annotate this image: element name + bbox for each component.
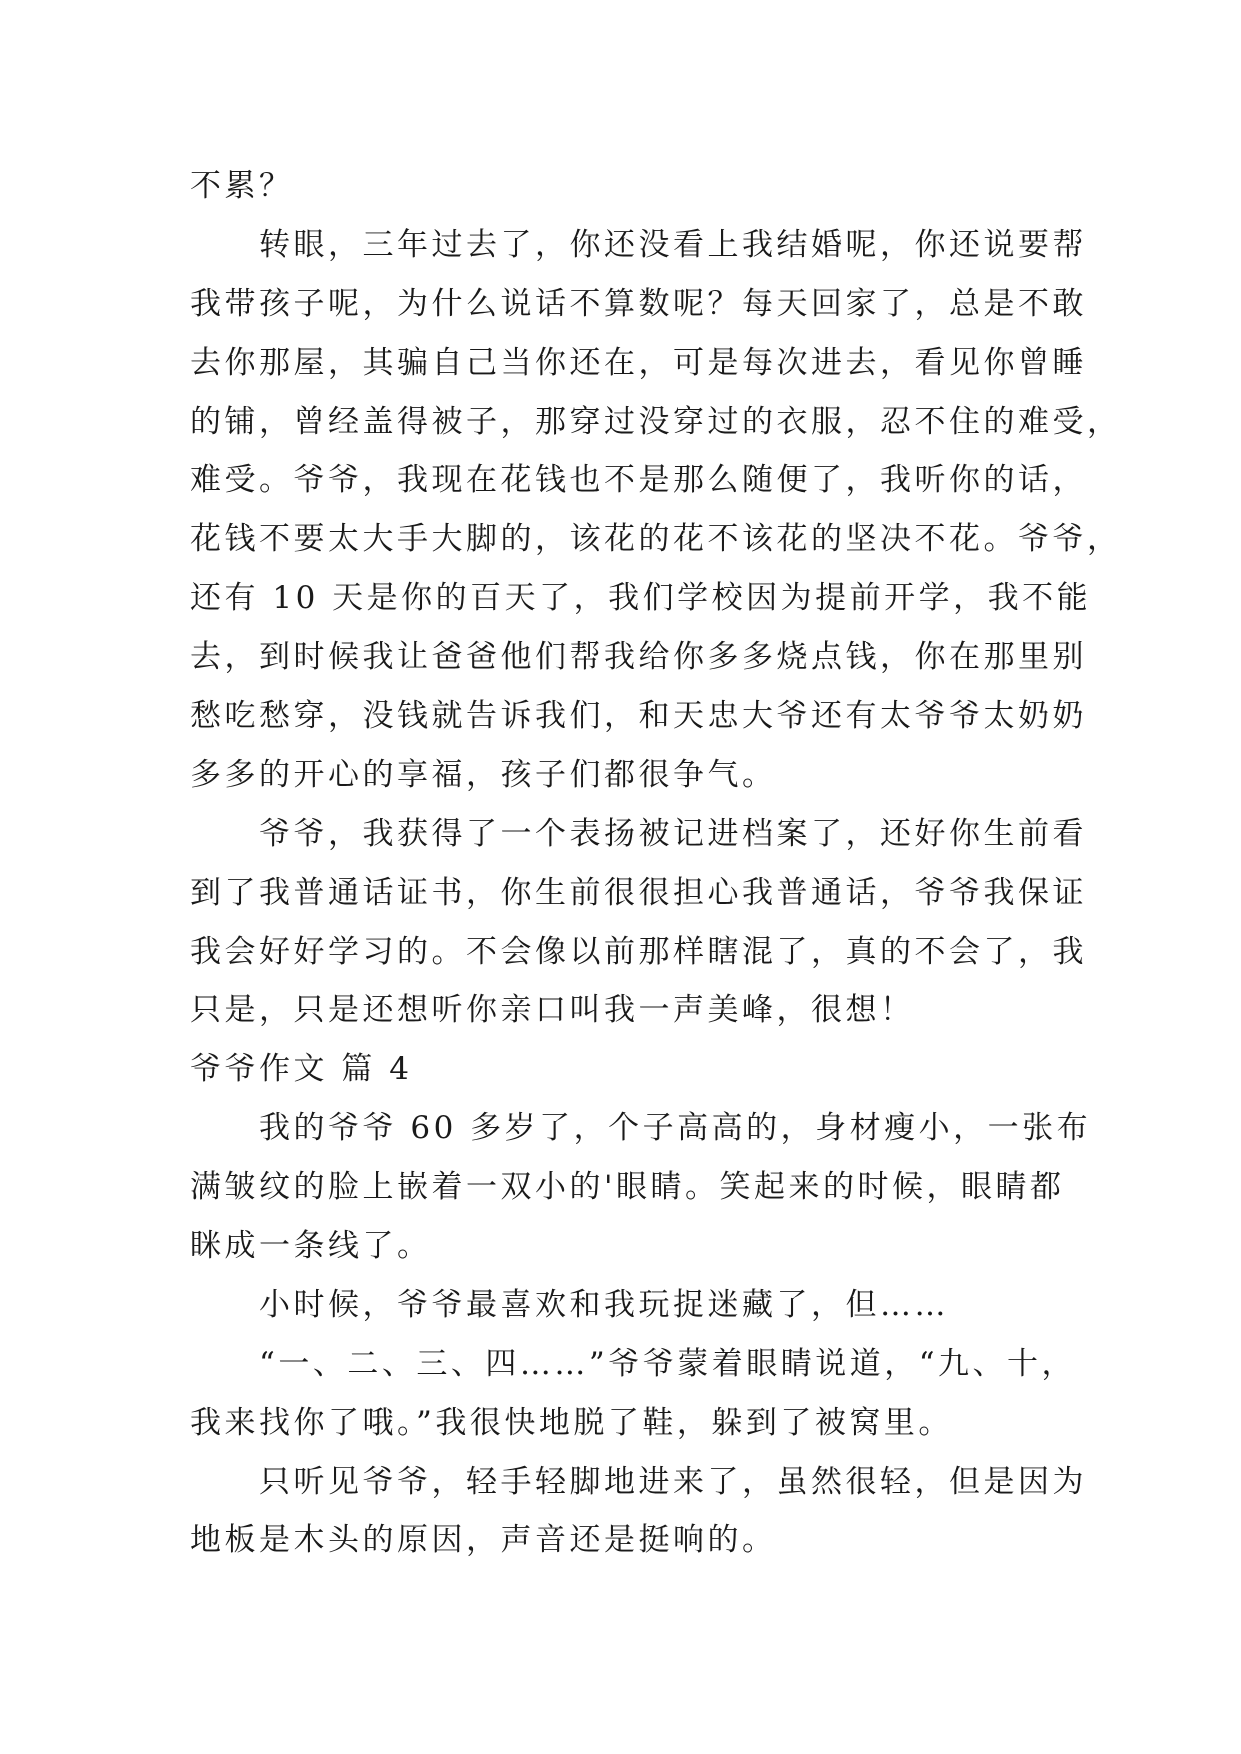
text-line: 只是，只是还想听你亲口叫我一声美峰，很想！ xyxy=(190,992,915,1029)
text-line: 我来找你了哦。”我很快地脱了鞋，躲到了被窝里。 xyxy=(190,1404,953,1441)
essay-text xyxy=(190,157,1122,1570)
text-line: 眯成一条线了。 xyxy=(190,1228,432,1265)
text-line: 难受。爷爷，我现在花钱也不是那么随便了，我听你的话， xyxy=(190,462,1087,499)
text-line: 地板是木头的原因，声音还是挺响的。 xyxy=(190,1522,777,1559)
text-line: 小时候，爷爷最喜欢和我玩捉迷藏了，但…… xyxy=(190,1286,949,1323)
text-line: 只听见爷爷，轻手轻脚地进来了，虽然很轻，但是因为 xyxy=(190,1463,1087,1500)
text-line: 去你那屋，其骗自己当你还在，可是每次进去，看见你曾睡 xyxy=(190,344,1087,381)
text-line: 到了我普通话证书，你生前很很担心我普通话，爷爷我保证 xyxy=(190,874,1087,911)
text-line: 的铺，曾经盖得被子，那穿过没穿过的衣服，忍不住的难受， xyxy=(190,403,1122,440)
text-line: 爷爷，我获得了一个表扬被记进档案了，还好你生前看 xyxy=(190,815,1087,852)
text-line: 愁吃愁穿，没钱就告诉我们，和天忠大爷还有太爷爷太奶奶 xyxy=(190,698,1087,735)
text-line: 多多的开心的享福，孩子们都很争气。 xyxy=(190,756,777,793)
text-line: 我的爷爷 60 多岁了，个子高高的，身材瘦小，一张布 xyxy=(190,1110,1092,1147)
text-line: 还有 10 天是你的百天了，我们学校因为提前开学，我不能 xyxy=(190,580,1092,617)
text-line: 转眼，三年过去了，你还没看上我结婚呢，你还说要帮 xyxy=(190,226,1087,263)
text-line: 满皱纹的脸上嵌着一双小的'眼睛。笑起来的时候，眼睛都 xyxy=(190,1169,1065,1206)
text-line: 不累？ xyxy=(190,168,294,204)
text-line: “一、二、三、四……”爷爷蒙着眼睛说道，“九、十， xyxy=(190,1345,1077,1382)
text-line: 花钱不要太大手大脚的，该花的花不该花的坚决不花。爷爷， xyxy=(190,521,1122,558)
text-line: 去，到时候我让爸爸他们帮我给你多多烧点钱，你在那里别 xyxy=(190,639,1087,676)
text-line: 我会好好学习的。不会像以前那样瞎混了，真的不会了，我 xyxy=(190,933,1087,970)
section-heading: 爷爷作文 篇 4 xyxy=(190,1051,413,1088)
text-line: 我带孩子呢，为什么说话不算数呢？每天回家了，总是不敢 xyxy=(190,285,1087,322)
